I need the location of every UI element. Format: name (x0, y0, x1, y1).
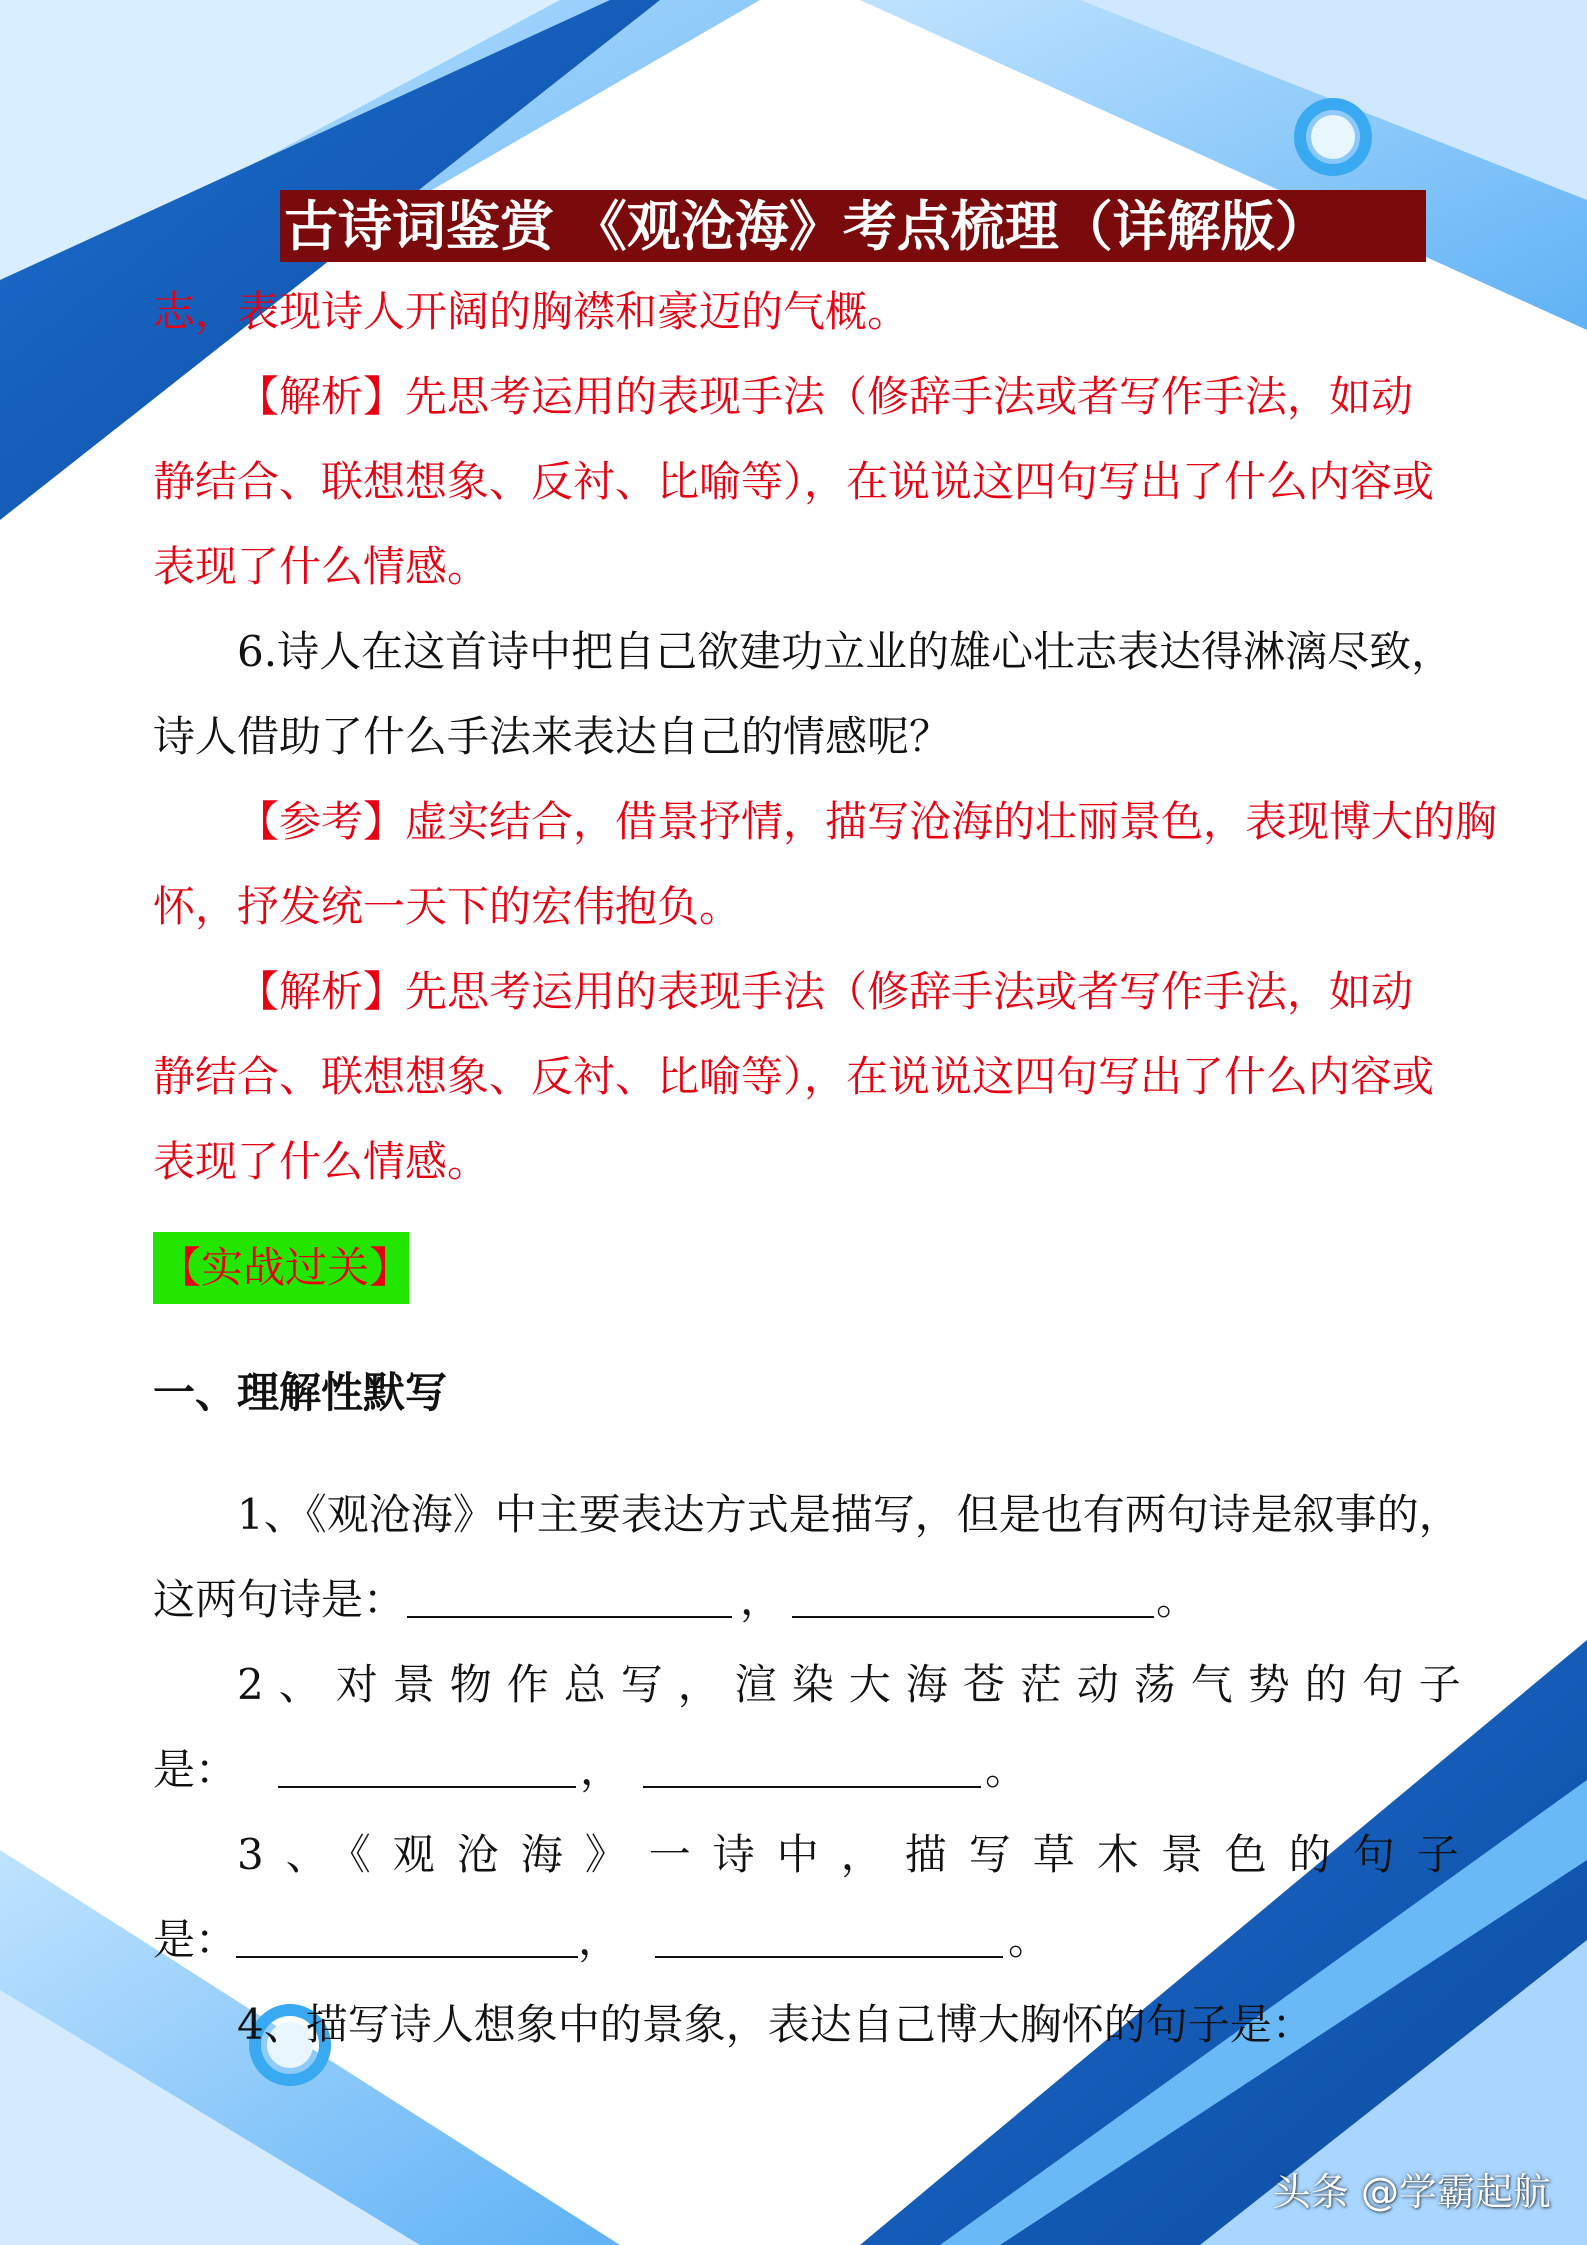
reference-answer-line: 【参考】虚实结合，借景抒情，描写沧海的壮丽景色，表现博大的胸 (237, 797, 1498, 846)
question-6-line: 诗人借助了什么手法来表达自己的情感呢？ (153, 712, 952, 761)
analysis-line: 表现了什么情感。 (153, 1137, 490, 1186)
answer-blank[interactable] (643, 1786, 981, 1788)
answer-blank[interactable] (792, 1616, 1154, 1618)
question-3-prompt: 是： (153, 1915, 238, 1964)
question-1-line: 1、《观沧海》中主要表达方式是描写，但是也有两句诗是叙事的， (237, 1490, 1461, 1539)
period: 。 (985, 1745, 1028, 1794)
comma: ， (578, 1915, 621, 1964)
page-title: 古诗词鉴赏 《观沧海》考点梳理（详解版） (280, 190, 1426, 262)
answer-blank[interactable] (278, 1786, 576, 1788)
question-1-prompt: 这两句诗是： (153, 1575, 406, 1624)
comma: ， (580, 1745, 623, 1794)
analysis-line: 【解析】先思考运用的表现手法（修辞手法或者写作手法，如动 (237, 372, 1414, 421)
practice-badge: 【实战过关】 (153, 1232, 409, 1304)
question-3-line: 3、《观沧海》一诗中，描写草木景色的句子 (237, 1830, 1481, 1879)
question-2-line: 2、对景物作总写，渲染大海苍茫动荡气势的句子 (237, 1660, 1476, 1709)
question-2-prompt: 是： (153, 1745, 238, 1794)
period: 。 (1008, 1915, 1051, 1964)
answer-blank[interactable] (407, 1616, 732, 1618)
answer-line: 志，表现诗人开阔的胸襟和豪迈的气概。 (153, 287, 910, 336)
period: 。 (1156, 1575, 1199, 1624)
comma: ， (740, 1575, 783, 1624)
analysis-line: 表现了什么情感。 (153, 542, 490, 591)
answer-blank[interactable] (236, 1956, 578, 1958)
answer-blank[interactable] (655, 1956, 1003, 1958)
watermark: 头条 @学霸起航 (1272, 2170, 1551, 2214)
question-4-line: 4、描写诗人想象中的景象，表达自己博大胸怀的句子是： (237, 2000, 1314, 2049)
analysis-line: 静结合、联想想象、反衬、比喻等），在说说这四句写出了什么内容或 (153, 457, 1435, 506)
reference-answer-line: 怀，抒发统一天下的宏伟抱负。 (153, 882, 742, 931)
analysis-line: 静结合、联想想象、反衬、比喻等），在说说这四句写出了什么内容或 (153, 1052, 1435, 1101)
question-6-line: 6.诗人在这首诗中把自己欲建功立业的雄心壮志表达得淋漓尽致， (237, 627, 1454, 676)
analysis-line: 【解析】先思考运用的表现手法（修辞手法或者写作手法，如动 (237, 967, 1414, 1016)
section-heading: 一、理解性默写 (153, 1368, 448, 1417)
